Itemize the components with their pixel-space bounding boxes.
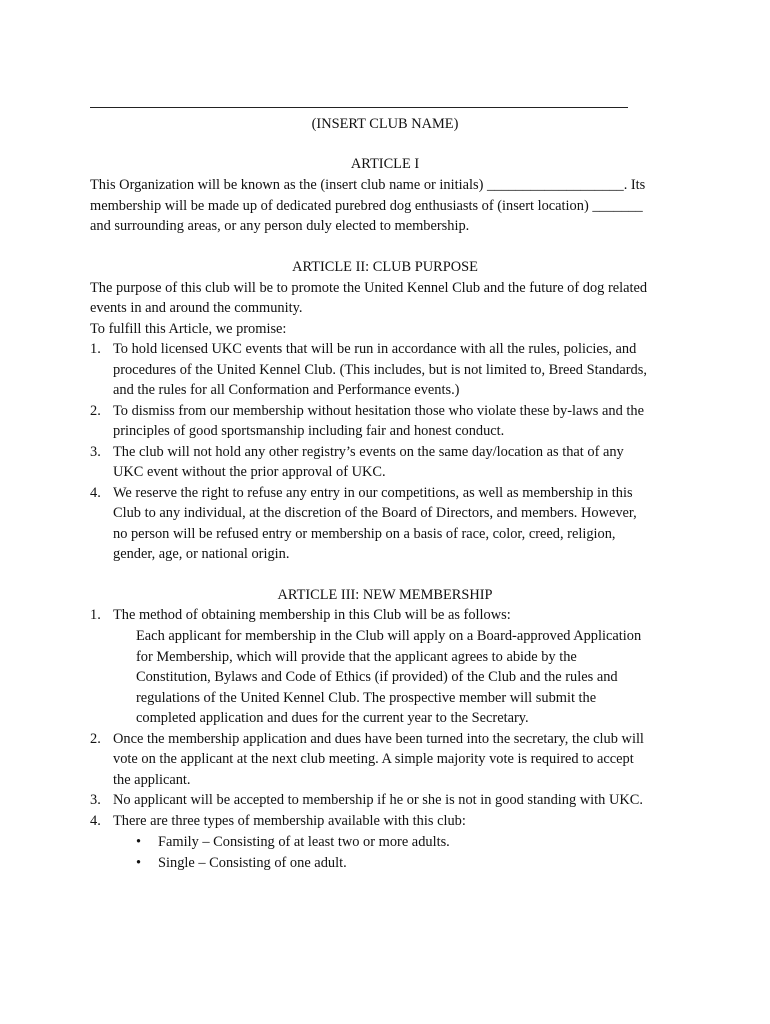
list-number: 2. bbox=[90, 403, 101, 419]
article-1-line: This Organization will be known as the (insert club name or initials) ___________________. Its bbox=[90, 177, 646, 193]
article-2-line: events in and around the community. bbox=[90, 300, 303, 316]
list-item-line: Club to any individual, at the discretion of the Board of Directors, and members. However, bbox=[113, 505, 637, 521]
bullet-item: Family – Consisting of at least two or more adults. bbox=[158, 834, 450, 850]
list-item-line: The club will not hold any other registry’s events on the same day/location as that of any bbox=[113, 444, 624, 460]
list-item-line: We reserve the right to refuse any entry in our competitions, as well as membership in this bbox=[113, 485, 633, 501]
list-item-line: No applicant will be accepted to membership if he or she is not in good standing with UKC. bbox=[113, 792, 643, 808]
article-3-heading: ARTICLE III: NEW MEMBERSHIP bbox=[277, 587, 493, 603]
list-item-line: gender, age, or national origin. bbox=[113, 546, 290, 562]
sub-paragraph-line: Constitution, Bylaws and Code of Ethics (if provided) of the Club and the rules and bbox=[136, 669, 618, 685]
bullet-icon: • bbox=[136, 855, 142, 871]
article-1-heading: ARTICLE I bbox=[350, 156, 420, 172]
sub-paragraph-line: for Membership, which will provide that the applicant agrees to abide by the bbox=[136, 649, 577, 665]
list-item-line: To dismiss from our membership without hesitation those who violate these by-laws and the bbox=[113, 403, 644, 419]
list-item-line: UKC event without the prior approval of UKC. bbox=[113, 464, 386, 480]
list-item-line: Once the membership application and dues have been turned into the secretary, the club will bbox=[113, 731, 644, 747]
club-name-blank-line bbox=[90, 107, 628, 108]
article-2-line: The purpose of this club will be to promote the United Kennel Club and the future of dog related bbox=[90, 280, 648, 296]
sub-paragraph-line: completed application and dues for the current year to the Secretary. bbox=[136, 710, 529, 726]
list-item-line: and the rules for all Conformation and Performance events.) bbox=[113, 382, 460, 398]
list-number: 1. bbox=[90, 341, 101, 357]
bullet-item: Single – Consisting of one adult. bbox=[158, 855, 347, 871]
bullet-icon: • bbox=[136, 834, 142, 850]
club-name-placeholder: (INSERT CLUB NAME) bbox=[311, 116, 459, 132]
list-number: 1. bbox=[90, 607, 101, 623]
list-item-line: There are three types of membership available with this club: bbox=[113, 813, 466, 829]
sub-paragraph-line: regulations of the United Kennel Club. The prospective member will submit the bbox=[136, 690, 597, 706]
list-item-line: To hold licensed UKC events that will be run in accordance with all the rules, policies, and bbox=[113, 341, 637, 357]
article-1-line: membership will be made up of dedicated purebred dog enthusiasts of (insert location) _______ bbox=[90, 198, 643, 214]
article-2-heading: ARTICLE II: CLUB PURPOSE bbox=[292, 259, 478, 275]
list-item-line: the applicant. bbox=[113, 772, 191, 788]
list-item-line: The method of obtaining membership in this Club will be as follows: bbox=[113, 607, 511, 623]
list-number: 4. bbox=[90, 813, 101, 829]
article-1-line: and surrounding areas, or any person duly elected to membership. bbox=[90, 218, 470, 234]
list-number: 2. bbox=[90, 731, 101, 747]
article-2-line: To fulfill this Article, we promise: bbox=[90, 321, 287, 337]
list-number: 4. bbox=[90, 485, 101, 501]
list-number: 3. bbox=[90, 792, 101, 808]
sub-paragraph-line: Each applicant for membership in the Club will apply on a Board-approved Application bbox=[136, 628, 642, 644]
list-item-line: principles of good sportsmanship including fair and honest conduct. bbox=[113, 423, 505, 439]
list-number: 3. bbox=[90, 444, 101, 460]
list-item-line: no person will be refused entry or membership on a basis of race, color, creed, religion, bbox=[113, 526, 616, 542]
list-item-line: vote on the applicant at the next club meeting. A simple majority vote is required to accept bbox=[113, 751, 634, 767]
list-item-line: procedures of the United Kennel Club. (This includes, but is not limited to, Breed Standards, bbox=[113, 362, 647, 378]
